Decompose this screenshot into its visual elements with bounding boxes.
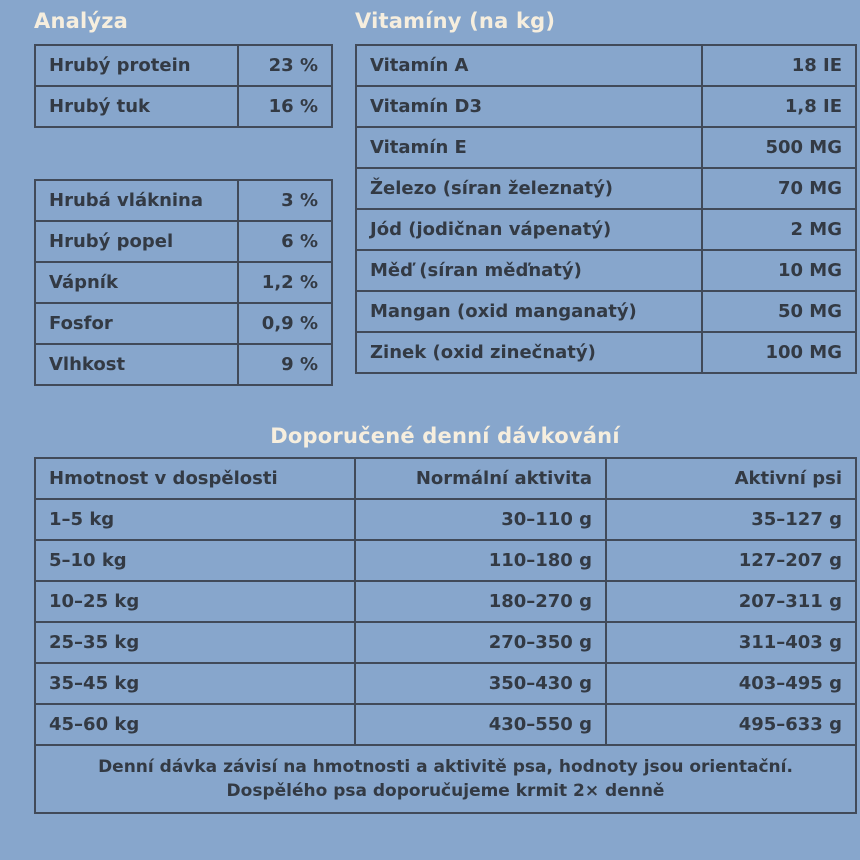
vitamin-label: Železo (síran železnatý) — [356, 168, 702, 209]
table-row — [356, 291, 856, 332]
table-row — [35, 704, 856, 745]
weight-cell: 25–35 kg — [35, 622, 355, 663]
table-row — [35, 540, 856, 581]
vitamin-value: 10 MG — [702, 250, 856, 291]
column-header-weight: Hmotnost v dospělosti — [35, 458, 355, 499]
analysis-value: 16 % — [238, 86, 332, 127]
dosage-note-line-2: Dospělého psa doporučujeme krmit 2× denně — [226, 781, 665, 801]
analysis-value: 0,9 % — [238, 303, 332, 344]
vitamin-value: 18 IE — [702, 45, 856, 86]
table-row — [35, 86, 332, 127]
weight-cell: 35–45 kg — [35, 663, 355, 704]
normal-cell: 270–350 g — [355, 622, 606, 663]
vitamin-label: Zinek (oxid zinečnatý) — [356, 332, 702, 373]
active-cell: 495–633 g — [606, 704, 856, 745]
analysis-table-main — [34, 44, 333, 128]
analysis-title: Analýza — [34, 9, 129, 33]
dosage-note — [35, 745, 856, 813]
table-row — [35, 303, 332, 344]
analysis-label: Hrubý popel — [35, 221, 238, 262]
vitamin-value: 500 MG — [702, 127, 856, 168]
analysis-value: 1,2 % — [238, 262, 332, 303]
normal-cell: 350–430 g — [355, 663, 606, 704]
vitamin-value: 50 MG — [702, 291, 856, 332]
table-row — [356, 127, 856, 168]
table-row — [35, 45, 332, 86]
weight-cell: 45–60 kg — [35, 704, 355, 745]
table-row — [35, 499, 856, 540]
dosage-title: Doporučené denní dávkování — [270, 424, 620, 448]
table-header-row — [35, 458, 856, 499]
table-row — [356, 250, 856, 291]
table-row — [356, 332, 856, 373]
normal-cell: 180–270 g — [355, 581, 606, 622]
table-row — [35, 262, 332, 303]
column-header-active: Aktivní psi — [606, 458, 856, 499]
analysis-label: Vlhkost — [35, 344, 238, 385]
table-row — [35, 622, 856, 663]
table-row — [356, 168, 856, 209]
vitamin-label: Mangan (oxid manganatý) — [356, 291, 702, 332]
analysis-value: 6 % — [238, 221, 332, 262]
vitamin-label: Vitamín D3 — [356, 86, 702, 127]
normal-cell: 110–180 g — [355, 540, 606, 581]
table-row — [356, 45, 856, 86]
weight-cell: 5–10 kg — [35, 540, 355, 581]
vitamins-table — [355, 44, 857, 374]
active-cell: 35–127 g — [606, 499, 856, 540]
active-cell: 127–207 g — [606, 540, 856, 581]
analysis-label: Fosfor — [35, 303, 238, 344]
dosage-table — [34, 457, 857, 814]
vitamin-label: Vitamín E — [356, 127, 702, 168]
analysis-value: 9 % — [238, 344, 332, 385]
analysis-value: 3 % — [238, 180, 332, 221]
normal-cell: 430–550 g — [355, 704, 606, 745]
vitamin-value: 2 MG — [702, 209, 856, 250]
table-row — [35, 221, 332, 262]
dosage-note-line-1: Denní dávka závisí na hmotnosti a aktivitě psa, hodnoty jsou orientační. — [98, 757, 793, 777]
normal-cell: 30–110 g — [355, 499, 606, 540]
table-row — [35, 344, 332, 385]
active-cell: 207–311 g — [606, 581, 856, 622]
analysis-value: 23 % — [238, 45, 332, 86]
vitamin-value: 100 MG — [702, 332, 856, 373]
vitamins-title: Vitamíny (na kg) — [355, 9, 556, 33]
analysis-label: Hrubý tuk — [35, 86, 238, 127]
table-row — [35, 663, 856, 704]
active-cell: 403–495 g — [606, 663, 856, 704]
table-row — [35, 581, 856, 622]
analysis-label: Hrubá vláknina — [35, 180, 238, 221]
analysis-label: Hrubý protein — [35, 45, 238, 86]
analysis-label: Vápník — [35, 262, 238, 303]
table-row — [35, 180, 332, 221]
vitamin-label: Měď (síran měďnatý) — [356, 250, 702, 291]
table-row — [356, 209, 856, 250]
table-row — [356, 86, 856, 127]
vitamin-value: 70 MG — [702, 168, 856, 209]
vitamin-label: Jód (jodičnan vápenatý) — [356, 209, 702, 250]
weight-cell: 1–5 kg — [35, 499, 355, 540]
column-header-normal: Normální aktivita — [355, 458, 606, 499]
vitamin-label: Vitamín A — [356, 45, 702, 86]
analysis-table-secondary — [34, 179, 333, 386]
vitamin-value: 1,8 IE — [702, 86, 856, 127]
dosage-note-row — [35, 745, 856, 813]
weight-cell: 10–25 kg — [35, 581, 355, 622]
active-cell: 311–403 g — [606, 622, 856, 663]
